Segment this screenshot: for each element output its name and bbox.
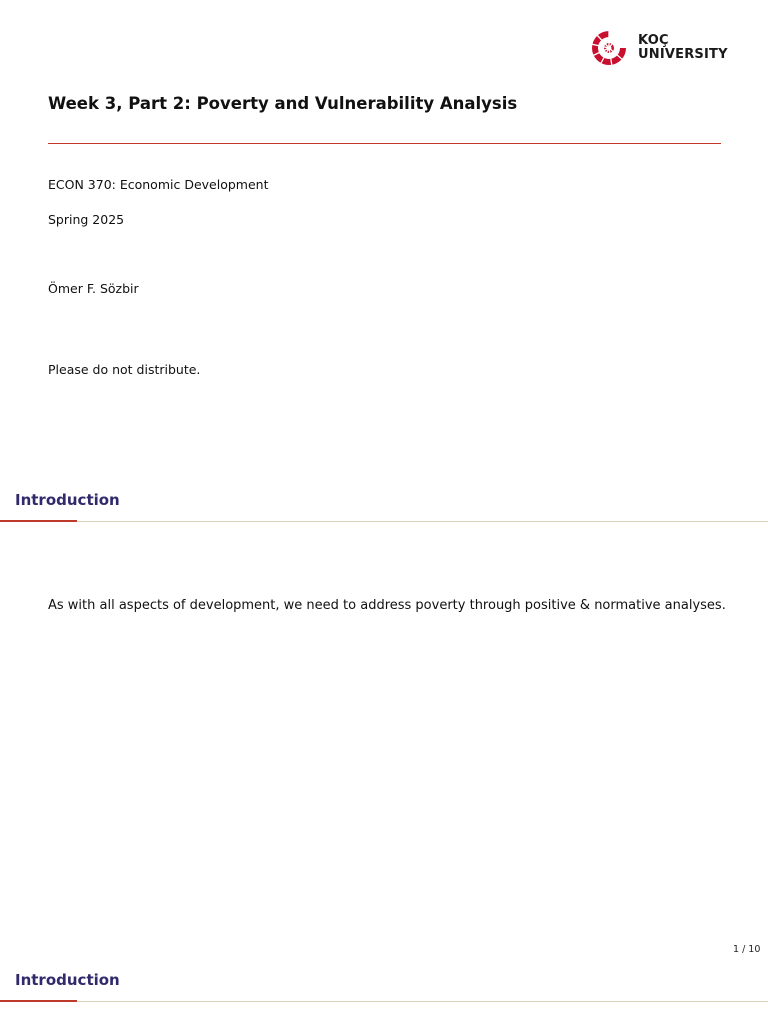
university-logo bbox=[590, 30, 728, 66]
presentation-title: Week 3, Part 2: Poverty and Vulnerability Analysis bbox=[48, 94, 518, 113]
section-accent-bar bbox=[0, 520, 77, 522]
section-divider bbox=[0, 1001, 768, 1002]
section-title: Introduction bbox=[15, 971, 120, 989]
slide-body-text: As with all aspects of development, we need to address poverty through positive & normative analyses. bbox=[48, 598, 726, 613]
logo-line-2: UNIVERSITY bbox=[638, 47, 728, 62]
logo-line-1: KOÇ bbox=[638, 33, 669, 48]
koc-university-seal-icon bbox=[590, 30, 628, 66]
term: Spring 2025 bbox=[48, 212, 125, 227]
page-number: 1 / 10 bbox=[733, 944, 761, 955]
section-accent-bar bbox=[0, 1000, 77, 1002]
distribution-notice: Please do not distribute. bbox=[48, 362, 201, 377]
logo-wordmark bbox=[638, 34, 728, 62]
course-name: ECON 370: Economic Development bbox=[48, 177, 269, 192]
author-name: Ömer F. Sözbir bbox=[48, 281, 139, 296]
section-title: Introduction bbox=[15, 491, 120, 509]
title-divider bbox=[48, 143, 721, 144]
section-divider bbox=[0, 521, 768, 522]
